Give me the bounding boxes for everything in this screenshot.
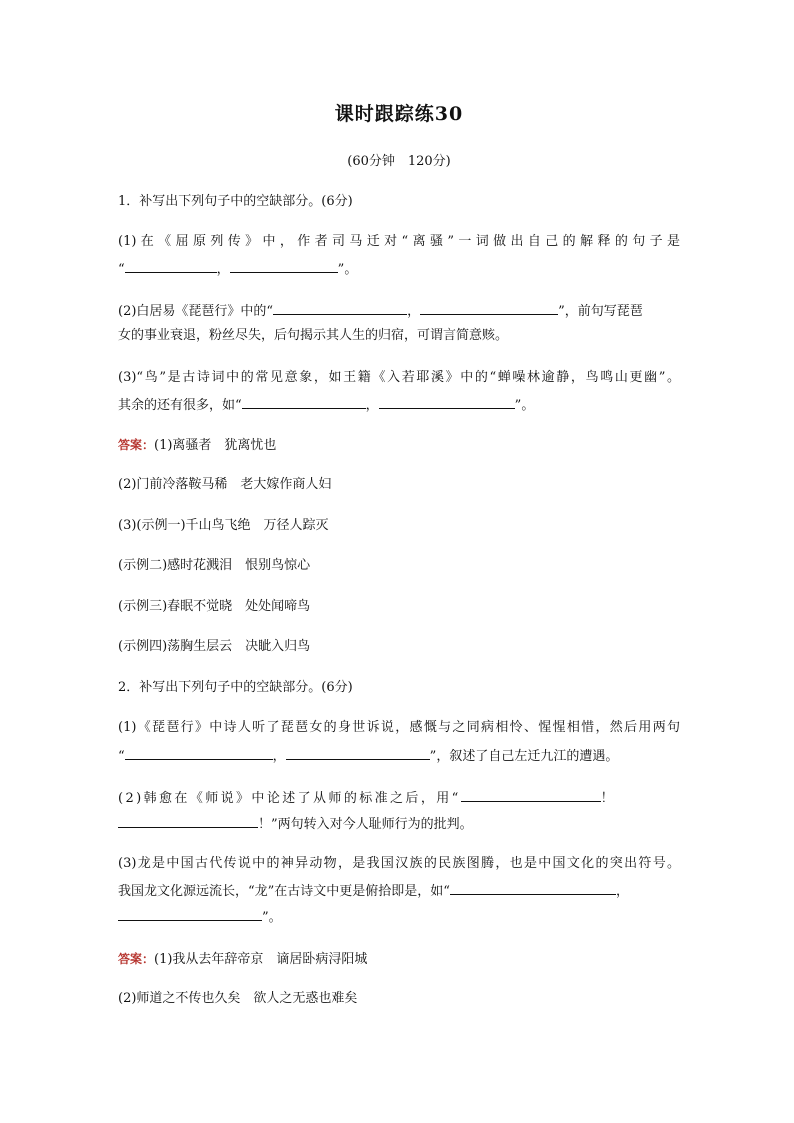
question-2-header: 2．补写出下列句子中的空缺部分。(6分)	[118, 680, 353, 695]
separator: ，	[216, 262, 230, 277]
q1-part1-line2	[118, 260, 357, 278]
answer-1-line5: (示例三)春眠不觉晓 处处闻啼鸟	[118, 599, 311, 614]
q2-part3-line1: (3)龙是中国古代传说中的神异动物，是我国汉族的民族图腾，也是中国文化的突出符号。	[118, 856, 680, 871]
q1-part2-line2: 女的事业衰退，粉丝尽失，后句揭示其人生的归宿，可谓言简意赅。	[118, 328, 509, 343]
text: (2)白居易《琵琶行》中的“	[118, 304, 274, 319]
quote-close: ”。	[262, 910, 282, 925]
answer-blank[interactable]	[420, 302, 558, 315]
answer-label: 答案：	[118, 438, 155, 452]
answer-blank[interactable]	[125, 747, 273, 760]
answer-blank[interactable]	[125, 260, 217, 273]
q1-part3-line1: (3)“鸟”是古诗词中的常见意象，如王籍《入若耶溪》中的“蝉噪林逾静，鸟鸣山更幽”。	[118, 370, 680, 385]
q2-part3-line3	[118, 908, 282, 926]
text: 我国龙文化源远流长，“龙”在古诗文中更是俯拾即是，如“	[118, 884, 450, 899]
answer-1-line6: (示例四)荡胸生层云 决眦入归鸟	[118, 639, 311, 654]
answer-1-line2: (2)门前冷落鞍马稀 老大嫁作商人妇	[118, 477, 332, 492]
answer-blank[interactable]	[461, 789, 601, 802]
answer-2-line1	[118, 951, 367, 968]
separator: ，	[615, 884, 629, 899]
separator: ，	[365, 398, 379, 413]
answer-blank[interactable]	[379, 396, 515, 409]
answer-label: 答案：	[118, 952, 155, 966]
q2-part2-line2	[118, 815, 473, 833]
q2-part2-line1	[118, 789, 614, 807]
answer-2-line2: (2)师道之不传也久矣 欲人之无惑也难矣	[118, 991, 358, 1006]
answer-text: (1)我从去年辞帝京 谪居卧病浔阳城	[154, 952, 368, 967]
answer-blank[interactable]	[118, 815, 258, 828]
question-1-header: 1．补写出下列句子中的空缺部分。(6分)	[118, 194, 353, 209]
page-title: 课时跟踪练30	[334, 103, 464, 125]
answer-blank[interactable]	[450, 882, 616, 895]
page-subtitle: (60分钟 120分)	[347, 154, 451, 169]
q1-part1-line1: (1)在《屈原列传》中，作者司马迁对“离骚”一词做出自己的解释的句子是	[118, 234, 680, 249]
q1-part3-line2	[118, 396, 534, 414]
q2-part1-line1: (1)《琵琶行》中诗人听了琵琶女的身世诉说，感慨与之同病相怜、惺惺相惜，然后用两句	[118, 720, 680, 735]
text: ”，前句写琵琶	[558, 304, 643, 319]
separator: ，	[407, 304, 421, 319]
text: (2)韩愈在《师说》中论述了从师的标准之后，用“	[118, 791, 461, 806]
answer-blank[interactable]	[242, 396, 366, 409]
q2-part1-line2	[118, 747, 618, 765]
quote-open: “	[118, 749, 125, 764]
quote-open: “	[118, 262, 125, 277]
text: ！”两句转入对今人耻师行为的批判。	[258, 817, 473, 832]
answer-1-line3: (3)(示例一)千山鸟飞绝 万径人踪灭	[118, 518, 329, 533]
answer-1-line1	[118, 437, 276, 454]
q2-part3-line2	[118, 882, 629, 900]
quote-close: ”。	[337, 262, 358, 277]
quote-close: ”。	[514, 398, 535, 413]
text: ！	[600, 791, 614, 806]
text: 其余的还有很多，如“	[118, 398, 242, 413]
answer-blank[interactable]	[273, 302, 407, 315]
answer-blank[interactable]	[286, 747, 430, 760]
q1-part2-line1	[118, 302, 643, 320]
answer-text: (1)离骚者 犹离忧也	[154, 438, 277, 453]
answer-1-line4: (示例二)感时花溅泪 恨别鸟惊心	[118, 558, 311, 573]
answer-blank[interactable]	[118, 908, 262, 921]
answer-blank[interactable]	[230, 260, 338, 273]
separator: ，	[272, 749, 286, 764]
text: ”，叙述了自己左迁九江的遭遇。	[429, 749, 619, 764]
